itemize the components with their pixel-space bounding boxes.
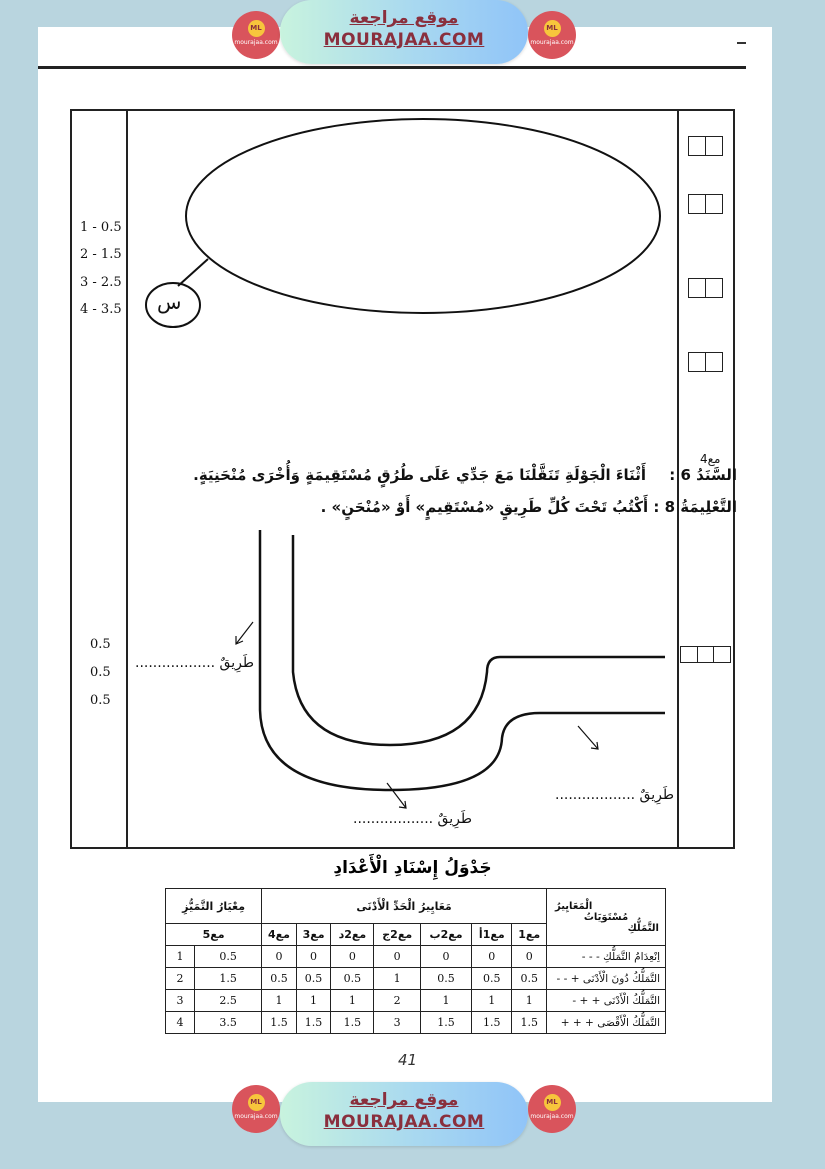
corner-ownership: التَّمَلُّكِ (627, 922, 659, 934)
value-cell: 0.5 (331, 968, 374, 990)
banner-arabic[interactable]: موقع مراجعة (349, 1090, 459, 1110)
table-row (166, 968, 666, 990)
value-cell: 0.5 (512, 968, 547, 990)
col-header: مع2ب (420, 924, 471, 946)
value-cell: 1.5 (296, 1012, 331, 1034)
value-cell: 0 (472, 946, 512, 968)
talima-line (321, 498, 737, 516)
excellence-header: مِعْيَارُ التَّمَيُّزِ (166, 889, 262, 924)
talima-label: التَّعْلِيمَةُ 8 : (653, 498, 737, 516)
excellence-value: 0.5 (195, 946, 262, 968)
value-cell: 1.5 (420, 1012, 471, 1034)
value-cell: 0.5 (296, 968, 331, 990)
page-number: 41 (398, 1051, 418, 1069)
grading-table-title: جَدْوَلُ إِسْنَادِ الْأَعْدَادِ (333, 858, 492, 878)
value-cell: 1 (420, 990, 471, 1012)
min-criteria-header: مَعَايِيرُ الْحَدِّ الْأَدْنَى (262, 889, 547, 924)
excellence-value: 1.5 (195, 968, 262, 990)
value-cell: 1 (512, 990, 547, 1012)
value-cell: 1.5 (472, 1012, 512, 1034)
road-answer-left[interactable]: طَرِيقٌ .................. (135, 655, 254, 671)
table-row (166, 1012, 666, 1034)
banner-latin[interactable]: MOURAJAA.COM (323, 1112, 485, 1132)
sanad-text: أَثْنَاءَ الْجَوْلَةِ تَنَقَّلْنَا مَعَ جَدِّي عَلَى طُرُقٍ مُسْتَقِيمَةٍ وَأُخْرَى مُنْحَنِيَةٍ. (193, 466, 647, 484)
excellence-rank: 1 (166, 946, 195, 968)
value-cell: 0.5 (420, 968, 471, 990)
score-road-2: 0.5 (90, 665, 111, 680)
corner-criteria: الْمَعَايِيرُ (555, 900, 593, 912)
value-cell: 1.5 (512, 1012, 547, 1034)
value-cell: 1 (262, 990, 297, 1012)
road-answer-right[interactable]: طَرِيقٌ .................. (555, 787, 674, 803)
value-cell: 1 (374, 968, 421, 990)
score-road-3: 0.5 (90, 693, 111, 708)
excellence-rank: 4 (166, 1012, 195, 1034)
bubble-connector (178, 259, 208, 286)
road-answer-bottom[interactable]: طَرِيقٌ .................. (353, 811, 472, 827)
logo-text: mourajaa.com (530, 1113, 574, 1120)
level-cell: التَّمَلُّكُ الْأَقْصَى + + + (547, 1012, 666, 1034)
value-cell: 0 (331, 946, 374, 968)
excellence-value: 3.5 (195, 1012, 262, 1034)
col-header: مع1 (512, 924, 547, 946)
col-header-excellence: مع5 (166, 924, 262, 946)
value-cell: 1 (472, 990, 512, 1012)
site-logo-right-top[interactable]: ML mourajaa.com (528, 11, 576, 59)
excellence-value: 2.5 (195, 990, 262, 1012)
corner-header (547, 889, 666, 946)
site-logo-left-top[interactable]: ML mourajaa.com (232, 11, 280, 59)
sanad-label: السَّنَدُ 6 : (669, 466, 737, 484)
value-cell: 0 (374, 946, 421, 968)
logo-text: mourajaa.com (234, 39, 278, 46)
value-cell: 0.5 (262, 968, 297, 990)
grading-table (165, 888, 666, 1034)
col-header: مع2د (331, 924, 374, 946)
table-row (166, 990, 666, 1012)
value-cell: 0.5 (472, 968, 512, 990)
value-cell: 0 (420, 946, 471, 968)
score-option-1: 1 - 0.5 (80, 220, 122, 235)
value-cell: 1.5 (331, 1012, 374, 1034)
banner-latin[interactable]: MOURAJAA.COM (323, 30, 485, 50)
criterion-label: مع4 (700, 452, 721, 466)
site-banner-bottom[interactable] (280, 1082, 528, 1146)
col-header: مع2ج (374, 924, 421, 946)
value-cell: 1 (331, 990, 374, 1012)
arrow-right (578, 726, 598, 749)
col-header: مع1أ (472, 924, 512, 946)
score-option-2: 2 - 1.5 (80, 247, 122, 262)
arrow-bottom (387, 783, 406, 808)
score-road-1: 0.5 (90, 637, 111, 652)
level-cell: اِنْعِدَامُ التَّمَلُّكِ - - - (547, 946, 666, 968)
col-header: مع3 (296, 924, 331, 946)
arrow-left (236, 622, 253, 644)
value-cell: 3 (374, 1012, 421, 1034)
value-cell: 0 (262, 946, 297, 968)
banner-arabic[interactable]: موقع مراجعة (349, 8, 459, 28)
col-header: مع4 (262, 924, 297, 946)
value-cell: 0 (512, 946, 547, 968)
table-row (166, 946, 666, 968)
logo-text: mourajaa.com (234, 1113, 278, 1120)
answer-ellipse (186, 119, 660, 313)
site-logo-right-bottom[interactable]: ML mourajaa.com (528, 1085, 576, 1133)
value-cell: 1 (296, 990, 331, 1012)
level-cell: التَّمَلُّكُ دُونَ الْأَدْنَى + - - (547, 968, 666, 990)
value-cell: 1.5 (262, 1012, 297, 1034)
site-logo-left-bottom[interactable]: ML mourajaa.com (232, 1085, 280, 1133)
excellence-rank: 2 (166, 968, 195, 990)
logo-text: mourajaa.com (530, 39, 574, 46)
curved-road-outer (260, 530, 665, 790)
value-cell: 0 (296, 946, 331, 968)
sanad-line (193, 466, 737, 484)
corner-levels: مُسْتَوَيَاتُ (583, 911, 629, 923)
value-cell: 2 (374, 990, 421, 1012)
score-option-4: 4 - 3.5 (80, 302, 122, 317)
score-option-3: 3 - 2.5 (80, 275, 122, 290)
level-cell: التَّمَلُّكُ الْأَدْنَى + + - (547, 990, 666, 1012)
excellence-rank: 3 (166, 990, 195, 1012)
bubble-letter: س (157, 290, 182, 314)
talima-text: أَكْتُبُ تَحْتَ كُلِّ طَرِيقٍ «مُسْتَقِيمٍ» أَوْ «مُنْحَنٍ» . (320, 498, 649, 516)
